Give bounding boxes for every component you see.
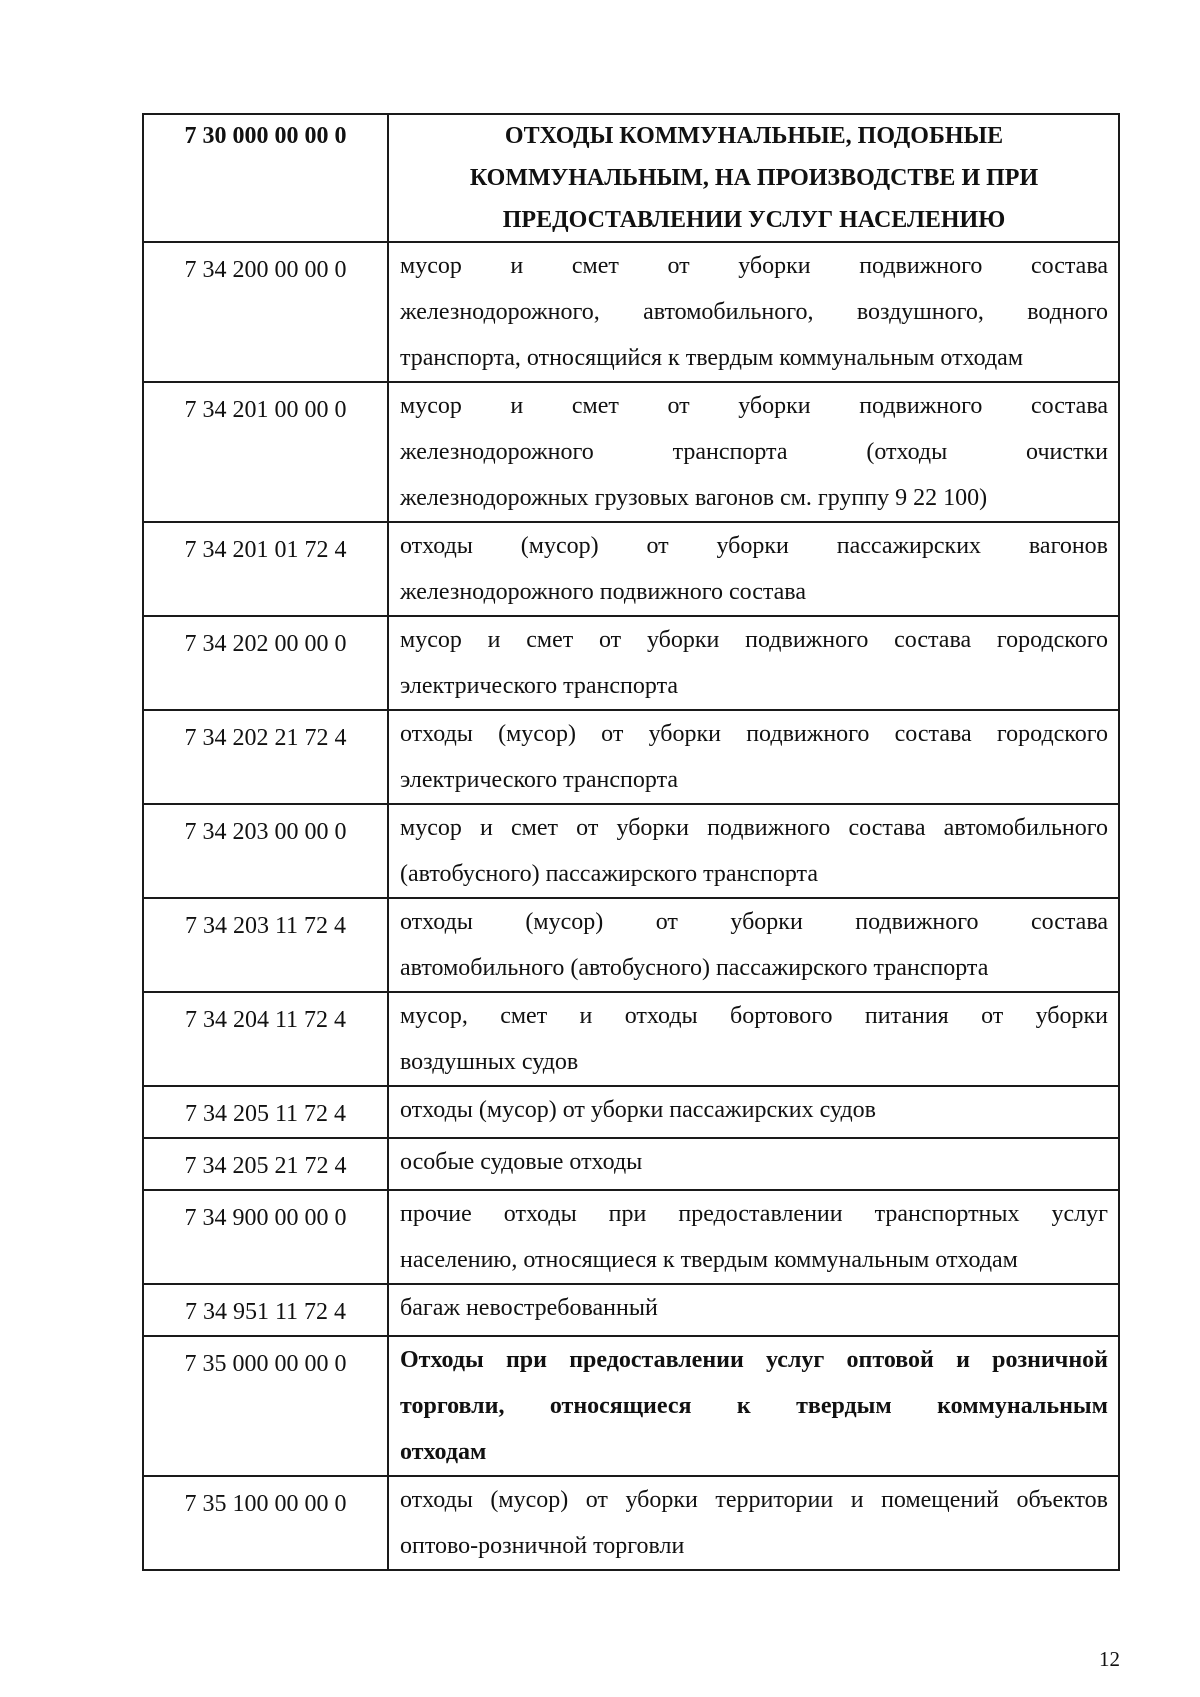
code-cell [143,382,388,522]
description-line: мусор, смет и отходы бортового питания от уборки [400,1003,1108,1029]
description-cell [388,898,1119,992]
table-row [143,1476,1119,1570]
waste-code: 7 35 000 00 00 0 [184,1351,347,1377]
description-line: прочие отходы при предоставлении транспортных услуг [400,1201,1108,1227]
description-line: мусор и смет от уборки подвижного состава [400,253,1108,279]
description-line: железнодорожного транспорта (отходы очистки [400,439,1108,465]
code-cell [143,522,388,616]
description-line: электрического транспорта [400,767,679,793]
description-line: транспорта, относящийся к твердым коммунальным отходам [400,345,1024,371]
description-line: воздушных судов [400,1049,579,1075]
description-cell [388,382,1119,522]
description-line: электрического транспорта [400,673,679,699]
description-line: железнодорожного подвижного состава [400,579,806,605]
waste-code: 7 34 203 00 00 0 [184,819,347,845]
waste-code: 7 34 951 11 72 4 [184,1299,347,1325]
table-row [143,1336,1119,1476]
description-cell [388,710,1119,804]
table-row [143,710,1119,804]
waste-code: 7 34 205 21 72 4 [184,1153,347,1179]
waste-code: 7 34 204 11 72 4 [184,1007,347,1033]
code-cell [143,114,388,242]
table-row [143,522,1119,616]
description-cell [388,616,1119,710]
description-line: оптово-розничной торговли [400,1533,685,1559]
description-line: особые судовые отходы [400,1149,643,1175]
waste-code: 7 34 203 11 72 4 [184,913,347,939]
table-row [143,1086,1119,1138]
code-cell [143,1336,388,1476]
description-cell [388,1138,1119,1190]
description-cell [388,1336,1119,1476]
table-row [143,382,1119,522]
description-cell [388,804,1119,898]
table-row [143,242,1119,382]
waste-code: 7 30 000 00 00 0 [184,123,347,149]
table-row [143,804,1119,898]
description-line: отходы (мусор) от уборки пассажирских вагонов [400,533,1108,559]
code-cell [143,616,388,710]
description-line: ПРЕДОСТАВЛЕНИИ УСЛУГ НАСЕЛЕНИЮ [502,207,1006,233]
code-cell [143,1138,388,1190]
waste-code: 7 34 205 11 72 4 [184,1101,347,1127]
code-cell [143,1086,388,1138]
description-line: багаж невостребованный [400,1295,658,1321]
code-cell [143,710,388,804]
description-line: мусор и смет от уборки подвижного состава [400,393,1108,419]
description-line: отходы (мусор) от уборки подвижного состава [400,909,1108,935]
table-row [143,898,1119,992]
description-cell [388,992,1119,1086]
waste-code: 7 34 900 00 00 0 [184,1205,347,1231]
code-cell [143,804,388,898]
description-line: населению, относящиеся к твердым коммунальным отходам [400,1247,1018,1273]
page-number: 12 [1099,1647,1120,1671]
table-row [143,616,1119,710]
table-row [143,1284,1119,1336]
waste-code: 7 34 201 01 72 4 [184,537,347,563]
description-line: мусор и смет от уборки подвижного состава городского [400,627,1108,653]
description-line: мусор и смет от уборки подвижного состава автомобильного [400,815,1108,841]
waste-code: 7 34 202 21 72 4 [184,725,347,751]
description-line: железнодорожных грузовых вагонов см. группу 9 22 100) [400,485,988,511]
table-row [143,1138,1119,1190]
description-cell [388,522,1119,616]
waste-code: 7 34 200 00 00 0 [184,257,347,283]
description-line: отходы (мусор) от уборки территории и помещений объектов [400,1487,1108,1513]
table-row [143,1190,1119,1284]
description-cell [388,1086,1119,1138]
description-cell [388,1284,1119,1336]
description-line: железнодорожного, автомобильного, воздушного, водного [400,299,1108,325]
description-line: отходам [400,1439,487,1465]
description-line: ОТХОДЫ КОММУНАЛЬНЫЕ, ПОДОБНЫЕ [504,123,1004,149]
description-cell [388,1476,1119,1570]
description-line: КОММУНАЛЬНЫМ, НА ПРОИЗВОДСТВЕ И ПРИ [469,165,1039,191]
description-cell [388,242,1119,382]
waste-code: 7 34 202 00 00 0 [184,631,347,657]
description-line: отходы (мусор) от уборки подвижного состава городского [400,721,1108,747]
description-cell [388,1190,1119,1284]
code-cell [143,898,388,992]
code-cell [143,1284,388,1336]
description-line: автомобильного (автобусного) пассажирского транспорта [400,955,989,981]
code-cell [143,242,388,382]
code-cell [143,1190,388,1284]
description-line: отходы (мусор) от уборки пассажирских судов [400,1097,876,1123]
waste-code-table [142,113,1120,1571]
description-line: Отходы при предоставлении услуг оптовой и розничной [400,1347,1108,1373]
description-cell [388,114,1119,242]
code-cell [143,992,388,1086]
code-cell [143,1476,388,1570]
waste-code: 7 34 201 00 00 0 [184,397,347,423]
description-line: торговли, относящиеся к твердым коммунальным [400,1393,1108,1419]
description-line: (автобусного) пассажирского транспорта [400,861,818,887]
table-row [143,114,1119,242]
waste-code: 7 35 100 00 00 0 [184,1491,347,1517]
table-row [143,992,1119,1086]
